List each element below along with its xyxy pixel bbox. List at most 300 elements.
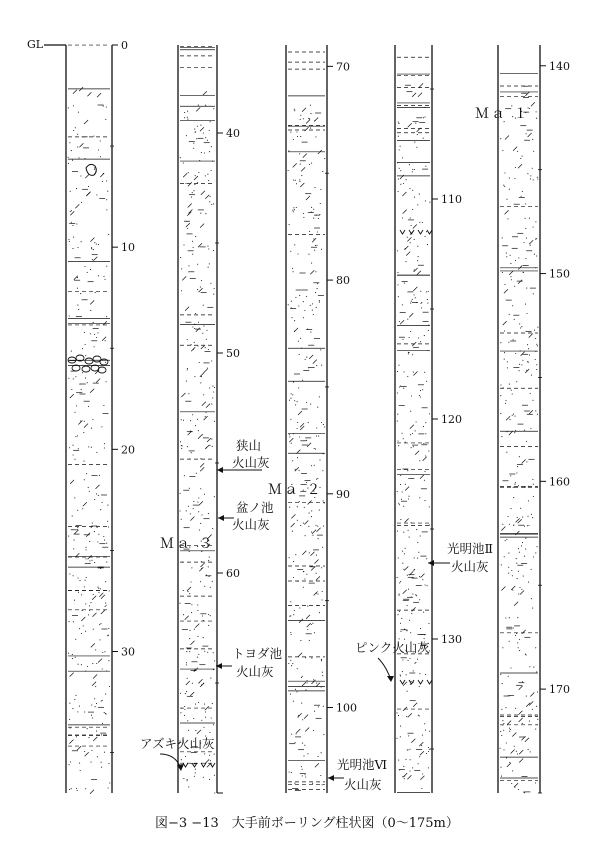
silt-mark xyxy=(413,703,417,707)
sand-dot xyxy=(519,323,520,324)
silt-mark xyxy=(420,776,424,780)
sand-dot xyxy=(77,305,78,306)
sand-dot xyxy=(193,508,194,509)
sand-dot xyxy=(93,629,94,630)
sand-dot xyxy=(419,599,420,600)
sand-dot xyxy=(83,432,84,433)
sand-dot xyxy=(421,302,422,303)
sand-dot xyxy=(181,268,182,269)
sand-dot xyxy=(193,190,194,191)
ash-glyph xyxy=(400,230,405,234)
sand-dot xyxy=(106,713,107,714)
sand-dot xyxy=(92,523,93,524)
sand-dot xyxy=(518,548,519,549)
sand-dot xyxy=(96,452,97,453)
sand-dot xyxy=(103,276,104,277)
sand-dot xyxy=(184,475,185,476)
sand-dot xyxy=(517,466,518,467)
sand-dot xyxy=(426,558,427,559)
sand-dot xyxy=(299,436,300,437)
sand-dot xyxy=(409,337,410,338)
sand-dot xyxy=(71,351,72,352)
sand-dot xyxy=(310,332,311,333)
sand-dot xyxy=(183,614,184,615)
sand-dot xyxy=(70,727,71,728)
silt-mark xyxy=(191,347,195,351)
sand-dot xyxy=(82,372,83,373)
sand-dot xyxy=(69,315,70,316)
sand-dot xyxy=(103,405,104,406)
sand-dot xyxy=(527,361,528,362)
depth-tick-label: 0 xyxy=(121,39,128,52)
sand-dot xyxy=(293,180,294,181)
sand-dot xyxy=(209,732,210,733)
sand-dot xyxy=(197,604,198,605)
sand-dot xyxy=(512,770,513,771)
sand-dot xyxy=(207,140,208,141)
sand-dot xyxy=(184,112,185,113)
sand-dot xyxy=(106,316,107,317)
sand-dot xyxy=(510,263,511,264)
silt-mark xyxy=(87,92,91,96)
sand-dot xyxy=(198,654,199,655)
silt-mark xyxy=(200,224,204,228)
depth-tick-label: 20 xyxy=(121,443,135,457)
silt-mark xyxy=(84,424,88,428)
sand-dot xyxy=(85,158,86,159)
sand-dot xyxy=(408,496,409,497)
sand-dot xyxy=(73,378,74,379)
sand-dot xyxy=(214,754,215,755)
sand-dot xyxy=(421,788,422,789)
sand-dot xyxy=(195,236,196,237)
sand-dot xyxy=(419,222,420,223)
sand-dot xyxy=(303,755,304,756)
sand-dot xyxy=(409,164,410,165)
svg-text:火山灰: 火山灰 xyxy=(344,777,382,792)
sand-dot xyxy=(296,131,297,132)
sand-dot xyxy=(509,641,510,642)
svg-text:火山灰: 火山灰 xyxy=(451,559,489,574)
sand-dot xyxy=(70,191,71,192)
sand-dot xyxy=(305,535,306,536)
ash-annotation-toyodaike xyxy=(216,646,283,679)
sand-dot xyxy=(500,674,501,675)
sand-dot xyxy=(506,539,507,540)
sand-dot xyxy=(86,473,87,474)
sand-dot xyxy=(303,587,304,588)
silt-mark xyxy=(413,372,417,376)
sand-dot xyxy=(316,307,317,308)
sand-dot xyxy=(100,156,101,157)
sand-dot xyxy=(297,668,298,669)
borehole-column-103-137m xyxy=(395,45,462,793)
silt-mark xyxy=(507,721,511,725)
sand-dot xyxy=(410,242,411,243)
sand-dot xyxy=(532,168,533,169)
silt-mark xyxy=(509,431,513,435)
sand-dot xyxy=(323,453,324,454)
sand-dot xyxy=(509,762,510,763)
sand-dot xyxy=(532,517,533,518)
silt-mark xyxy=(514,602,518,606)
sand-dot xyxy=(203,326,204,327)
sand-dot xyxy=(296,183,297,184)
silt-mark xyxy=(199,288,203,292)
sand-dot xyxy=(291,393,292,394)
sand-dot xyxy=(289,434,290,435)
sand-dot xyxy=(195,132,196,133)
sand-dot xyxy=(79,580,80,581)
sand-dot xyxy=(78,112,79,113)
sand-dot xyxy=(74,459,75,460)
sand-dot xyxy=(97,541,98,542)
sand-dot xyxy=(107,505,108,506)
silt-mark xyxy=(191,641,195,645)
sand-dot xyxy=(203,305,204,306)
silt-mark xyxy=(406,252,410,256)
sand-dot xyxy=(194,129,195,130)
sand-dot xyxy=(186,651,187,652)
sand-dot xyxy=(193,143,194,144)
sand-dot xyxy=(533,151,534,152)
sand-dot xyxy=(509,731,510,732)
sand-dot xyxy=(106,605,107,606)
sand-dot xyxy=(517,753,518,754)
silt-mark xyxy=(407,237,411,241)
sand-dot xyxy=(405,261,406,262)
sand-dot xyxy=(78,309,79,310)
sand-dot xyxy=(415,123,416,124)
silt-mark xyxy=(92,596,96,600)
sand-dot xyxy=(69,789,70,790)
sand-dot xyxy=(203,777,204,778)
sand-dot xyxy=(318,218,319,219)
sand-dot xyxy=(410,632,411,633)
sand-dot xyxy=(399,504,400,505)
sand-dot xyxy=(513,627,514,628)
sand-dot xyxy=(205,137,206,138)
silt-mark xyxy=(400,320,404,324)
sand-dot xyxy=(300,115,301,116)
sand-dot xyxy=(398,191,399,192)
sand-dot xyxy=(76,223,77,224)
sand-dot xyxy=(290,694,291,695)
sand-dot xyxy=(503,387,504,388)
silt-mark xyxy=(522,630,526,634)
sand-dot xyxy=(206,339,207,340)
sand-dot xyxy=(402,671,403,672)
sand-dot xyxy=(208,267,209,268)
sand-dot xyxy=(293,207,294,208)
sand-dot xyxy=(403,438,404,439)
sand-dot xyxy=(294,610,295,611)
sand-dot xyxy=(295,689,296,690)
silt-mark xyxy=(194,176,198,180)
silt-mark xyxy=(528,133,532,137)
sand-dot xyxy=(179,603,180,604)
silt-mark xyxy=(83,502,87,506)
sand-dot xyxy=(525,538,526,539)
silt-mark xyxy=(405,487,409,491)
sand-dot xyxy=(188,172,189,173)
sand-dot xyxy=(72,160,73,161)
sand-dot xyxy=(425,236,426,237)
sand-dot xyxy=(423,138,424,139)
sand-dot xyxy=(102,668,103,669)
sand-dot xyxy=(289,616,290,617)
sand-dot xyxy=(192,254,193,255)
silt-mark xyxy=(306,615,310,619)
sand-dot xyxy=(506,256,507,257)
sand-dot xyxy=(425,433,426,434)
sand-dot xyxy=(307,629,308,630)
sand-dot xyxy=(105,606,106,607)
sand-dot xyxy=(402,491,403,492)
sand-dot xyxy=(181,708,182,709)
sand-dot xyxy=(302,676,303,677)
sand-dot xyxy=(535,647,536,648)
sand-dot xyxy=(293,139,294,140)
sand-dot xyxy=(537,414,538,415)
sand-dot xyxy=(512,393,513,394)
sand-dot xyxy=(73,621,74,622)
sand-dot xyxy=(297,506,298,507)
sand-dot xyxy=(214,288,215,289)
sand-dot xyxy=(419,715,420,716)
sand-dot xyxy=(188,786,189,787)
sand-dot xyxy=(420,341,421,342)
sand-dot xyxy=(397,614,398,615)
sand-dot xyxy=(512,590,513,591)
sand-dot xyxy=(413,372,414,373)
sand-dot xyxy=(313,238,314,239)
sand-dot xyxy=(109,686,110,687)
sand-dot xyxy=(80,175,81,176)
sand-dot xyxy=(410,331,411,332)
sand-dot xyxy=(91,247,92,248)
silt-mark xyxy=(518,711,522,715)
sand-dot xyxy=(85,547,86,548)
sand-dot xyxy=(292,317,293,318)
sand-dot xyxy=(187,119,188,120)
sand-dot xyxy=(77,147,78,148)
sand-dot xyxy=(535,552,536,553)
sand-dot xyxy=(319,300,320,301)
sand-dot xyxy=(309,552,310,553)
sand-dot xyxy=(76,405,77,406)
sand-dot xyxy=(303,317,304,318)
sand-dot xyxy=(408,498,409,499)
sand-dot xyxy=(81,594,82,595)
silt-mark xyxy=(518,164,522,168)
sand-dot xyxy=(90,269,91,270)
sand-dot xyxy=(414,169,415,170)
sand-dot xyxy=(509,314,510,315)
sand-dot xyxy=(412,593,413,594)
sand-dot xyxy=(106,199,107,200)
sand-dot xyxy=(88,614,89,615)
sand-dot xyxy=(417,260,418,261)
sand-dot xyxy=(291,443,292,444)
sand-dot xyxy=(405,442,406,443)
sand-dot xyxy=(316,573,317,574)
sand-dot xyxy=(302,769,303,770)
sand-dot xyxy=(68,163,69,164)
sand-dot xyxy=(507,367,508,368)
sand-dot xyxy=(200,287,201,288)
sand-dot xyxy=(180,510,181,511)
sand-dot xyxy=(317,478,318,479)
sand-dot xyxy=(532,608,533,609)
sand-dot xyxy=(88,446,89,447)
sand-dot xyxy=(208,625,209,626)
silt-mark xyxy=(183,173,187,177)
sand-dot xyxy=(82,508,83,509)
sand-dot xyxy=(101,426,102,427)
sand-dot xyxy=(296,733,297,734)
sand-dot xyxy=(299,354,300,355)
sand-dot xyxy=(98,149,99,150)
sand-dot xyxy=(412,767,413,768)
sand-dot xyxy=(507,361,508,362)
sand-dot xyxy=(187,720,188,721)
sand-dot xyxy=(289,436,290,437)
silt-mark xyxy=(101,610,105,614)
sand-dot xyxy=(180,693,181,694)
sand-dot xyxy=(80,420,81,421)
depth-tick-label: 30 xyxy=(121,645,135,659)
sand-dot xyxy=(397,272,398,273)
sand-dot xyxy=(410,411,411,412)
silt-mark xyxy=(205,759,209,763)
sand-dot xyxy=(207,174,208,175)
sand-dot xyxy=(406,674,407,675)
silt-mark xyxy=(503,321,507,325)
sand-dot xyxy=(533,484,534,485)
sand-dot xyxy=(419,395,420,396)
silt-mark xyxy=(306,196,310,200)
sand-dot xyxy=(81,202,82,203)
sand-dot xyxy=(79,706,80,707)
depth-tick-label: 110 xyxy=(441,193,462,206)
sand-dot xyxy=(191,567,192,568)
sand-dot xyxy=(204,494,205,495)
sand-dot xyxy=(302,775,303,776)
sand-dot xyxy=(526,441,527,442)
sand-dot xyxy=(198,345,199,346)
sand-dot xyxy=(412,299,413,300)
sand-dot xyxy=(195,769,196,770)
sand-dot xyxy=(212,397,213,398)
sand-dot xyxy=(211,717,212,718)
sand-dot xyxy=(108,628,109,629)
sand-dot xyxy=(299,179,300,180)
silt-mark xyxy=(419,83,423,87)
sand-dot xyxy=(411,681,412,682)
sand-dot xyxy=(537,178,538,179)
sand-dot xyxy=(184,117,185,118)
sand-dot xyxy=(212,528,213,529)
sand-dot xyxy=(504,352,505,353)
sand-dot xyxy=(501,776,502,777)
sand-dot xyxy=(403,532,404,533)
unit-label-ma3: Ｍａ ３ xyxy=(160,536,215,552)
sand-dot xyxy=(537,546,538,547)
sand-dot xyxy=(91,447,92,448)
sand-dot xyxy=(504,172,505,173)
sand-dot xyxy=(316,245,317,246)
sand-dot xyxy=(72,708,73,709)
sand-dot xyxy=(501,735,502,736)
sand-dot xyxy=(68,536,69,537)
sand-dot xyxy=(324,502,325,503)
sand-dot xyxy=(397,414,398,415)
sand-dot xyxy=(108,635,109,636)
sand-dot xyxy=(521,545,522,546)
sand-dot xyxy=(78,664,79,665)
sand-dot xyxy=(522,542,523,543)
silt-mark xyxy=(92,682,96,686)
sand-dot xyxy=(322,547,323,548)
sand-dot xyxy=(187,117,188,118)
sand-dot xyxy=(180,441,181,442)
sand-dot xyxy=(85,580,86,581)
sand-dot xyxy=(308,254,309,255)
sand-dot xyxy=(316,555,317,556)
sand-dot xyxy=(409,620,410,621)
sand-dot xyxy=(85,378,86,379)
sand-dot xyxy=(294,244,295,245)
sand-dot xyxy=(398,557,399,558)
sand-dot xyxy=(535,715,536,716)
silt-mark xyxy=(511,750,515,754)
silt-mark xyxy=(291,514,295,518)
sand-dot xyxy=(97,587,98,588)
sand-dot xyxy=(321,422,322,423)
sand-dot xyxy=(506,199,507,200)
sand-dot xyxy=(513,497,514,498)
sand-dot xyxy=(515,260,516,261)
sand-dot xyxy=(197,636,198,637)
silt-mark xyxy=(77,746,81,750)
sand-dot xyxy=(197,657,198,658)
gravel-clast xyxy=(85,358,93,364)
sand-dot xyxy=(201,376,202,377)
sand-dot xyxy=(415,662,416,663)
sand-dot xyxy=(209,263,210,264)
sand-dot xyxy=(77,577,78,578)
sand-dot xyxy=(400,623,401,624)
sand-dot xyxy=(182,562,183,563)
sand-dot xyxy=(511,570,512,571)
silt-mark xyxy=(315,763,319,767)
sand-dot xyxy=(408,530,409,531)
silt-mark xyxy=(304,521,308,525)
sand-dot xyxy=(529,355,530,356)
sand-dot xyxy=(420,628,421,629)
sand-dot xyxy=(188,506,189,507)
sand-dot xyxy=(69,621,70,622)
sand-dot xyxy=(510,667,511,668)
sand-dot xyxy=(303,301,304,302)
sand-dot xyxy=(525,218,526,219)
sand-dot xyxy=(414,569,415,570)
sand-dot xyxy=(192,192,193,193)
sand-dot xyxy=(429,749,430,750)
silt-mark xyxy=(296,729,300,733)
sand-dot xyxy=(76,188,77,189)
